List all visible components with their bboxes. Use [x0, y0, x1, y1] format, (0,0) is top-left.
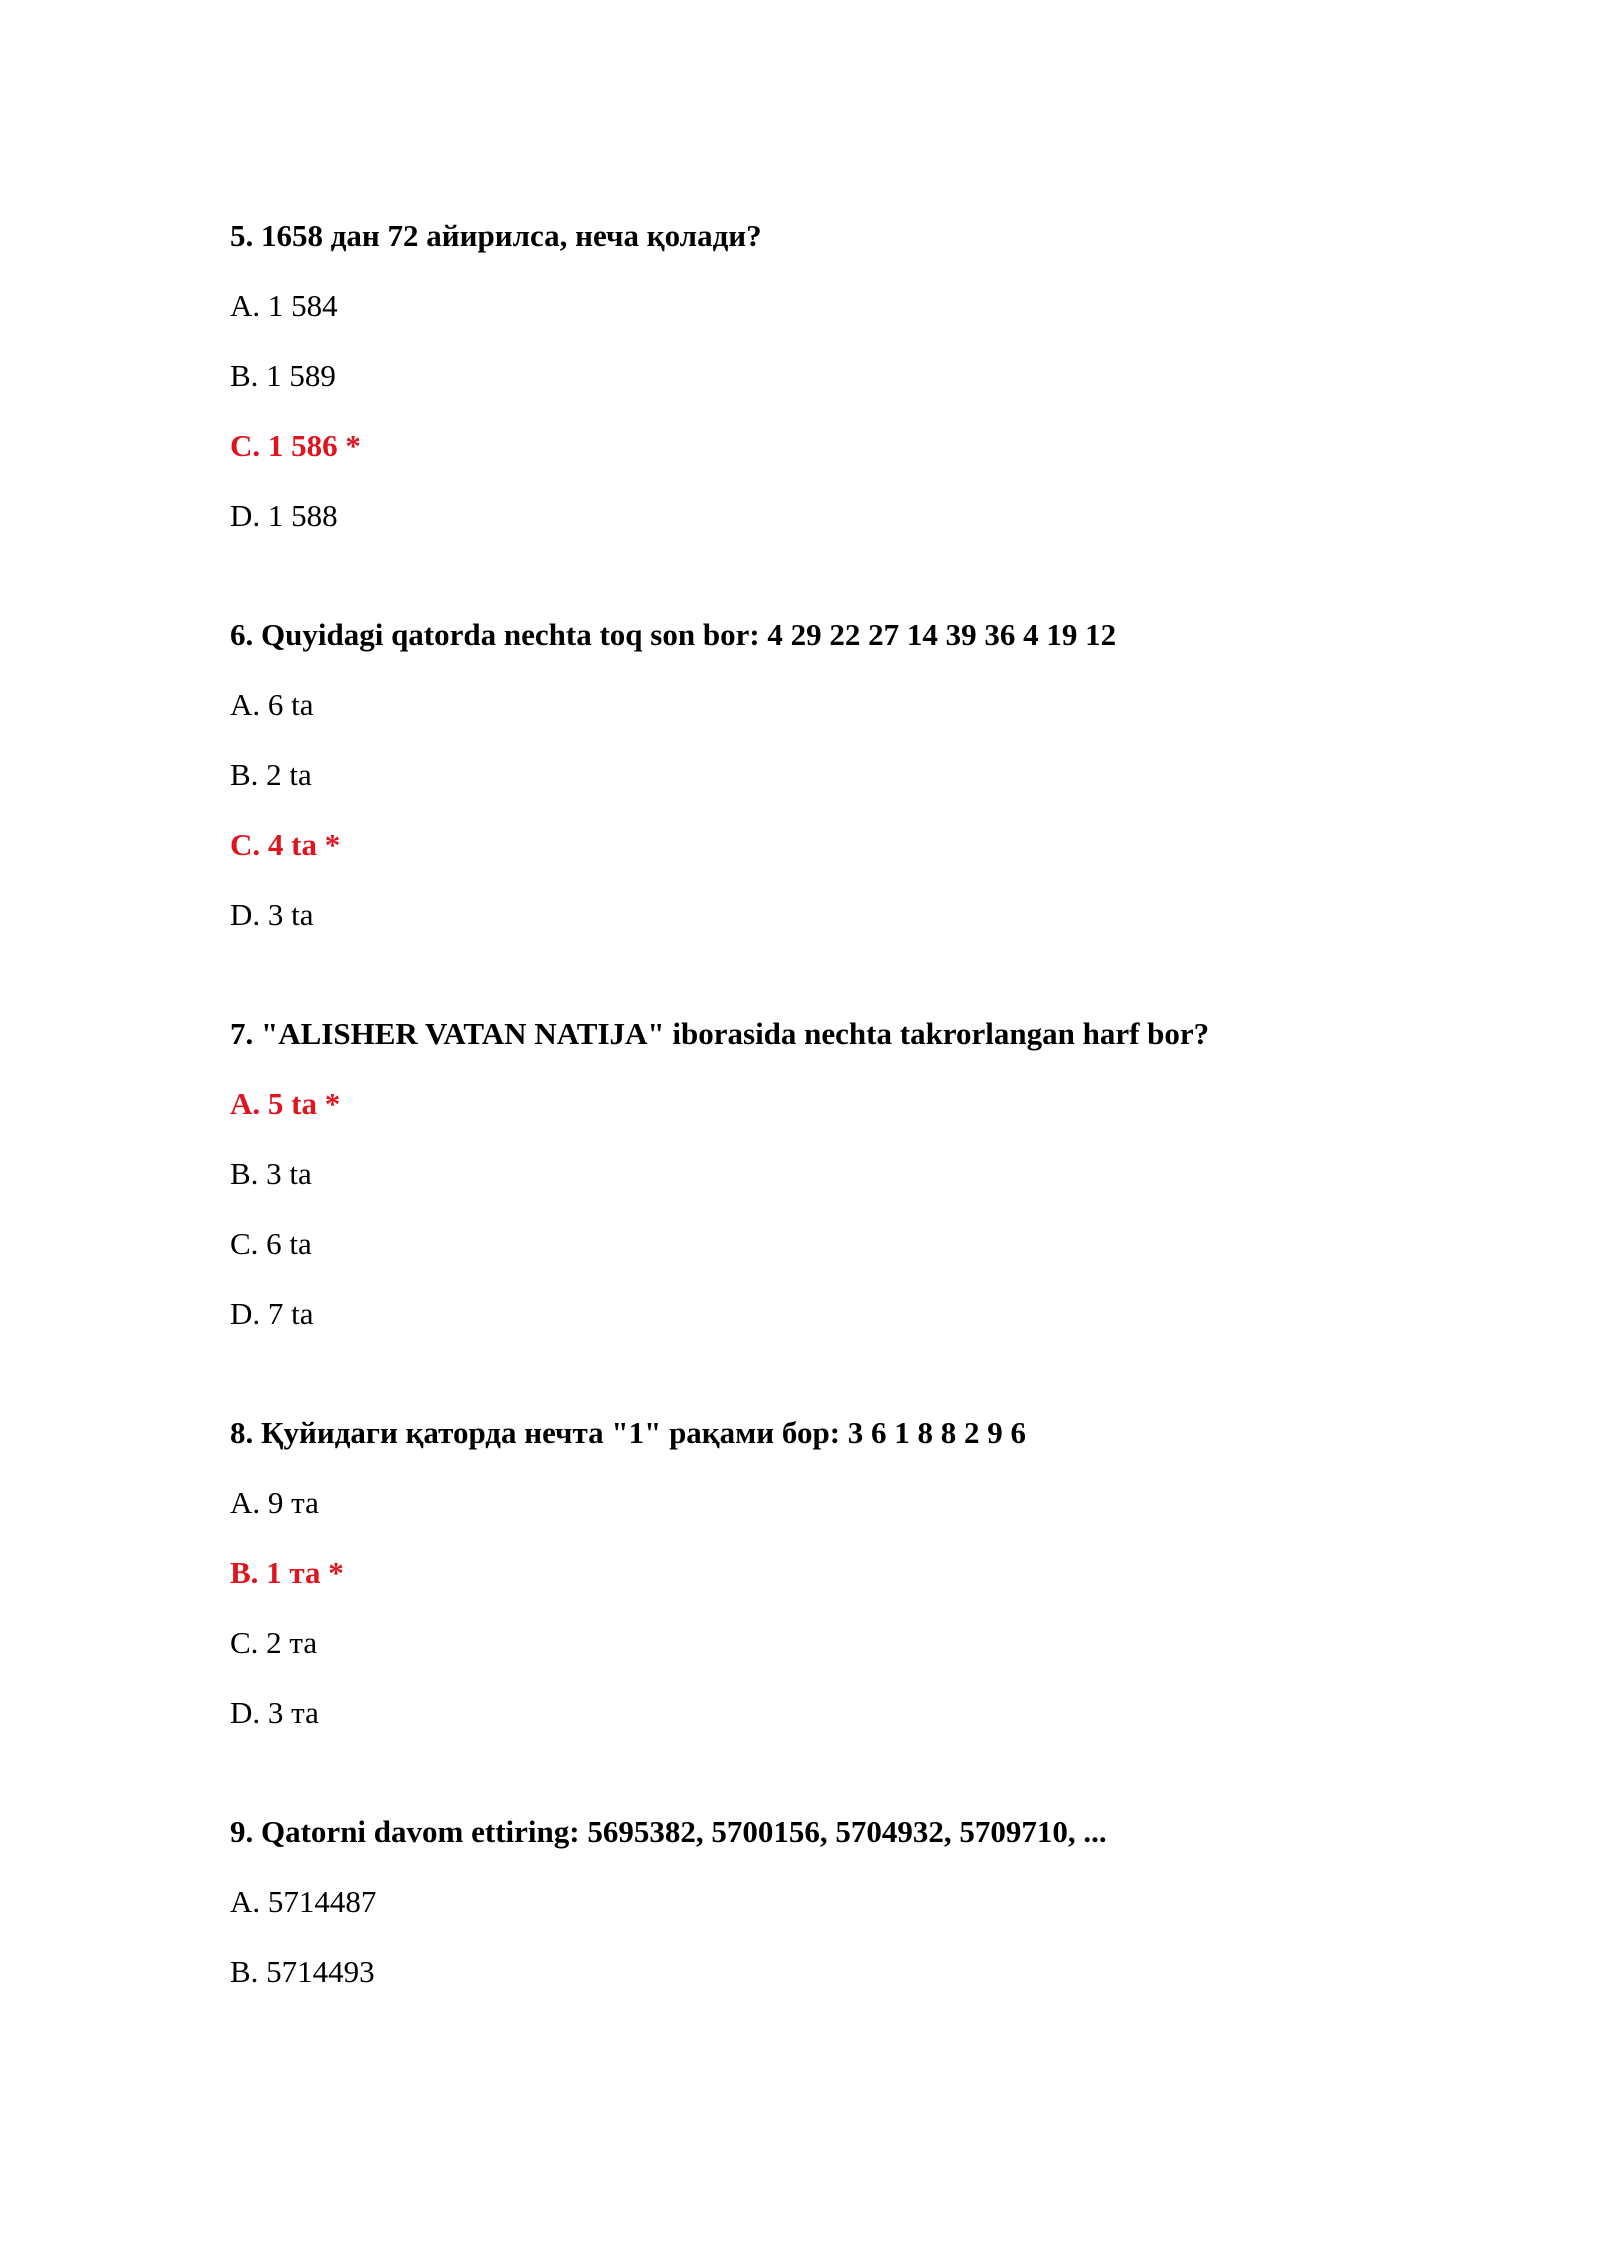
question-text: 9. Qatorni davom ettiring: 5695382, 5700156, 5704932, 5709710, ...	[230, 1814, 1107, 1849]
option-d: D. 3 ta	[230, 897, 314, 932]
question-9	[230, 1814, 1430, 1989]
option-a: A. 1 584	[230, 288, 338, 323]
option-c: C. 2 та	[230, 1625, 318, 1660]
question-6	[230, 617, 1430, 932]
option-a: A. 5714487	[230, 1884, 377, 1919]
option-c-correct: C. 4 ta *	[230, 827, 341, 862]
option-c: C. 6 ta	[230, 1226, 312, 1261]
test-page	[230, 218, 1430, 2073]
question-text: 8. Қуйидаги қаторда нечта "1" рақами бор: 3 6 1 8 8 2 9 6	[230, 1415, 1027, 1450]
option-d: D. 1 588	[230, 498, 338, 533]
option-d: D. 7 ta	[230, 1296, 314, 1331]
option-d: D. 3 та	[230, 1695, 319, 1730]
option-b: B. 3 ta	[230, 1156, 312, 1191]
question-text: 7. "ALISHER VATAN NATIJA" iborasida nechta takrorlangan harf bor?	[230, 1016, 1210, 1051]
option-a: A. 9 та	[230, 1485, 319, 1520]
option-a: A. 6 ta	[230, 687, 314, 722]
option-a-correct: A. 5 ta *	[230, 1086, 341, 1121]
question-5	[230, 218, 1430, 533]
option-b-correct: B. 1 та *	[230, 1555, 344, 1590]
option-b: B. 2 ta	[230, 757, 312, 792]
question-8	[230, 1415, 1430, 1730]
option-c-correct: C. 1 586 *	[230, 428, 361, 463]
option-b: B. 5714493	[230, 1954, 375, 1989]
question-7	[230, 1016, 1430, 1331]
question-text: 5. 1658 дан 72 айирилса, неча қолади?	[230, 218, 762, 253]
option-b: B. 1 589	[230, 358, 336, 393]
question-text: 6. Quyidagi qatorda nechta toq son bor: 4 29 22 27 14 39 36 4 19 12	[230, 617, 1117, 652]
